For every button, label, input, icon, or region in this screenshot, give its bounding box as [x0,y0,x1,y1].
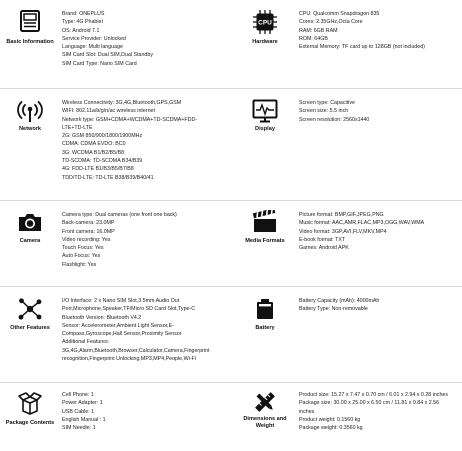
spec-line: Port,Microphone,Speaker,TF/Micro SD Card Slot,Type-C [62,306,196,313]
package-box-icon [17,392,43,416]
category-label-network: Network [18,126,42,132]
hardware-lines [299,10,425,51]
spec-line: Product size: 15.27 x 7.47 x 0.70 cm / 6.01 x 2.94 x 0.28 inches [299,392,448,398]
spec-line: 2G: GSM 850/900/1800/1900MHz [62,133,143,140]
spec-line: Language: Multi language [62,44,123,51]
spec-line: ROM: 64GB [299,35,328,42]
spec-line: Bluetooth Version: Bluetooth V4.2 [62,314,142,321]
spec-line: TD-SCDMA: TD-SCDMA B34/B39 [62,158,143,165]
spec-line: Sensor: Accelerometer,Ambient Light Sensor,E- [62,322,174,329]
display-block [235,89,462,201]
spec-line: Video recording: Yes [62,236,111,243]
cpu-icon [253,10,277,34]
spec-line: Product weight: 0.1560 kg [299,416,361,423]
spec-line: Cores: 2.35GHz,Octa Core [299,19,363,26]
spec-line: LTE+TD-LTE [62,124,93,131]
category-label-package-contents: Package Contents [5,420,55,426]
spec-line: 3G: WCDMA B1/B2/B5/B8 [62,149,125,156]
spec-line: 3G,4G,Alarm,Bluetooth,Browser,Calculator,Camera,Fingerprint [62,347,210,354]
spec-line: Compass,Gyroscope,Hall Sensor,Proximity Sensor [62,331,182,338]
spec-line: Video format: 3GP,AVI,FLV,MKV,MP4 [299,228,387,235]
media-formats-lines [299,211,424,252]
battery-icon [254,298,276,320]
spec-line: Touch Focus: Yes [62,245,104,252]
spec-line: recognition,Fingerprint Unlocking,MP3,MP4,People,Wi-Fi [62,356,196,363]
spec-row-package-dimensions [0,382,462,451]
spec-line: Battery Capacity (mAh): 4000mAh [299,298,380,304]
category-label-basic-information: Basic Information [6,39,54,45]
category-label-hardware: Hardware [252,39,278,45]
spec-line: inches [299,408,315,415]
spec-row-basic-hardware [0,0,462,88]
spec-line: Network type: GSM+CDMA+WCDMA+TD-SCDMA+FDD- [62,116,198,123]
wireless-signal-icon [17,99,43,123]
category-label-other-features: Other Features [10,325,50,331]
spec-line: SIM Card Slot: Dual SIM,Dual Standby [62,52,153,59]
spec-line: TDD/TD-LTE: TD-LTE B38/B39/B40/41 [62,174,154,181]
monitor-icon [252,99,278,123]
spec-line: RAM: 6GB RAM [299,27,338,34]
spec-line: Picture format: BMP,GIF,JPEG,PNG [299,212,384,218]
category-label-battery: Battery [255,325,275,331]
category-label-camera: Camera [19,238,41,244]
spec-line: Additional Features: [62,339,110,346]
spec-line: Power Adapter: 1 [62,400,103,407]
ruler-pencil-icon [253,390,277,414]
spec-line: Package size: 30.00 x 25.00 x 6.50 cm / 11.81 x 9.84 x 2.56 [299,400,440,407]
display-lines [299,99,369,124]
spec-line: Front camera: 16.0MP [62,228,115,235]
spec-line: Auto Focus: Yes [62,253,101,260]
spec-line: External Memory: TF card up to 128GB (not included) [299,44,425,51]
spec-line: CPU: Qualcomm Snapdragon 835 [299,11,380,17]
category-label-dimensions-weight: Dimensions and Weight [243,416,287,429]
camera-icon [17,212,43,232]
package-contents-block [0,383,231,451]
spec-row-network-display [0,88,462,201]
spec-line: Flashlight: Yes [62,261,97,268]
dimensions-weight-lines [299,391,448,432]
spec-line: 4G: FDD-LTE B1/B3/B5/B7/B8 [62,166,134,173]
spec-line: Cell Phone: 1 [62,392,94,398]
other-features-lines [62,297,210,363]
spec-line: Battery Type: Non-removable [299,306,368,313]
spec-line: CDMA: CDMA EVDO: BC0 [62,141,126,148]
cpu-icon-text: CPU [258,19,272,27]
spec-line: SIM Needle: 1 [62,425,96,432]
battery-block [235,287,462,383]
spec-line: Games: Android APK [299,245,349,252]
category-label-media-formats: Media Formats [245,238,285,244]
share-network-icon [17,297,43,321]
basic-information-lines [62,10,153,68]
spec-line: English Manual : 1 [62,416,106,423]
other-features-block [0,287,231,383]
id-card-icon [19,9,41,33]
clapperboard-icon [252,210,278,234]
spec-line: USB Cable: 1 [62,408,95,415]
spec-line: WIFI: 802.11a/b/g/n/ac wireless internet [62,108,155,115]
camera-block [0,201,231,287]
media-formats-block [235,201,462,287]
spec-line: Back-camera: 23.0MP [62,220,115,227]
spec-line: Brand: ONEPLUS [62,11,105,17]
spec-line: Type: 4G Phablet [62,19,103,26]
spec-line: Screen resolution: 2560x1440 [299,116,370,123]
spec-row-other-battery [0,286,462,383]
hardware-block [235,0,462,88]
spec-line: I/O Interface: 2 x Nano SIM Slot,3.5mm Audio Out [62,298,180,304]
network-block [0,89,231,201]
spec-line: Package weight: 0.3560 kg [299,425,363,432]
spec-line: SIM Card Type: Nano SIM Card [62,60,137,67]
camera-lines [62,211,177,269]
package-contents-lines [62,391,106,432]
battery-lines [299,297,379,314]
basic-information-block [0,0,231,88]
spec-line: OS: Android 7.1 [62,27,100,34]
spec-line: Camera type: Dual cameras (one front one back) [62,212,177,218]
spec-line: Screen size: 5.5 inch [299,108,349,115]
spec-line: Wireless Connectivity: 3G,4G,Bluetooth,GPS,GSM [62,100,182,106]
spec-line: Screen type: Capacitive [299,100,355,106]
spec-row-camera-media [0,200,462,287]
dimensions-weight-block [235,383,462,451]
spec-line: Music format: AAC,AMR,FLAC,MP3,OGG,WAV,WMA [299,220,425,227]
spec-line: E-book format: TXT [299,236,346,243]
spec-line: Service Provider: Unlocked [62,35,126,42]
category-label-display: Display [255,126,275,132]
network-lines [62,99,197,182]
